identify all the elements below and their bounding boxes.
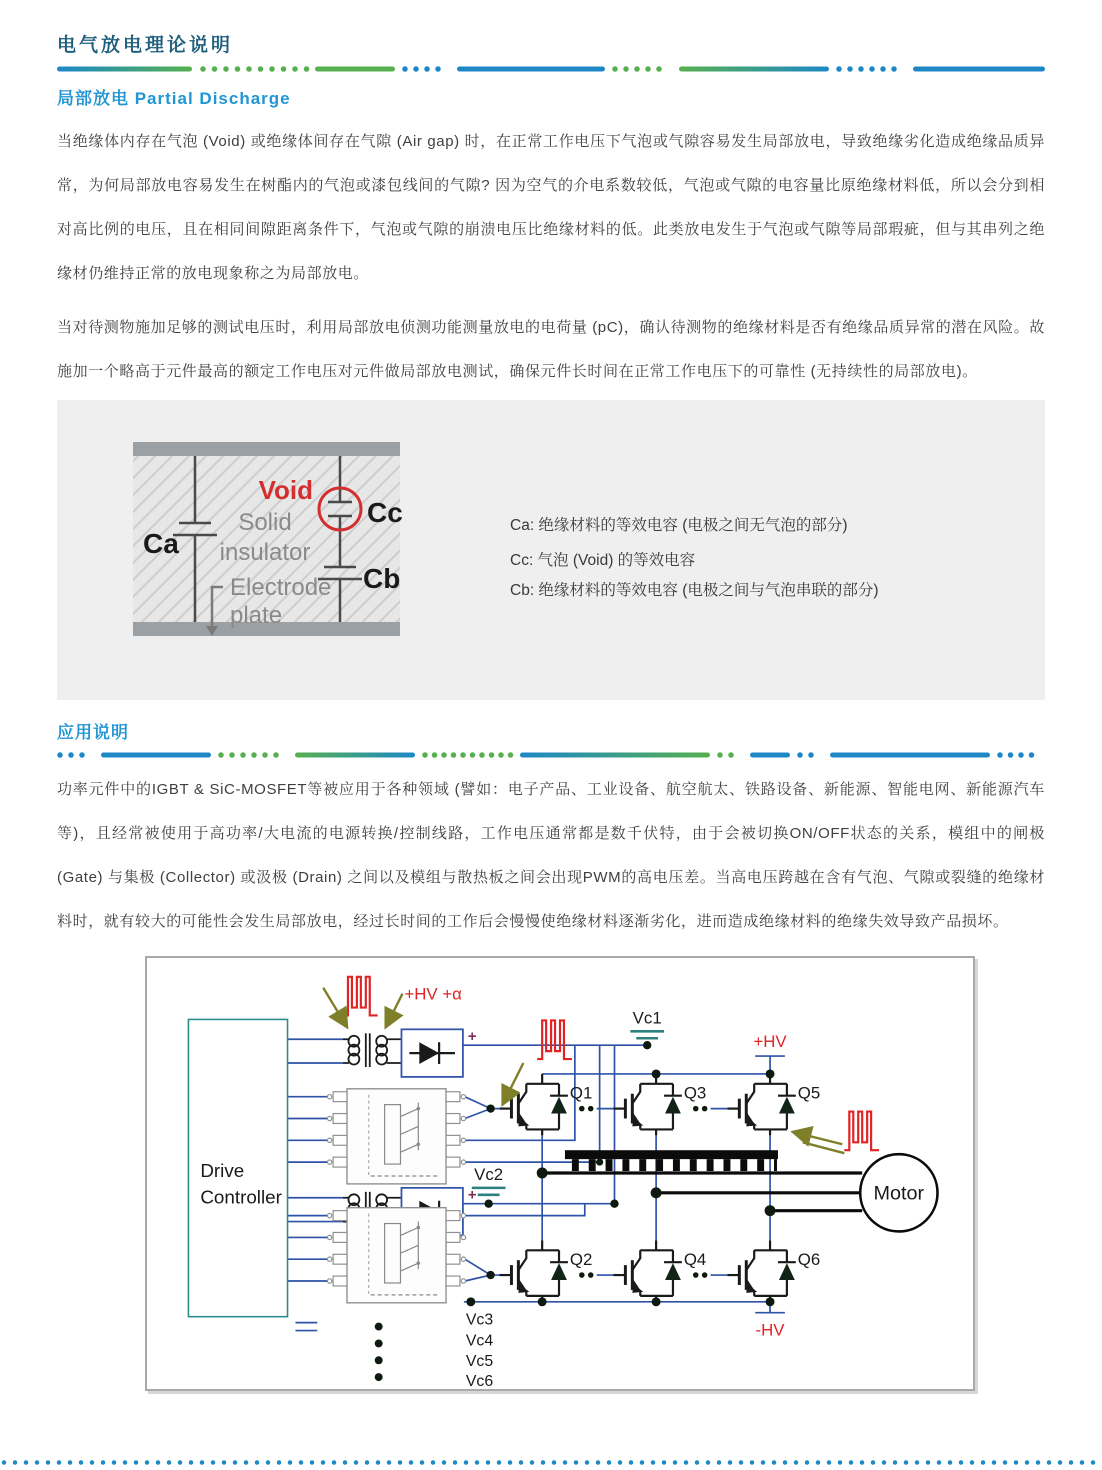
footer-divider [0, 1460, 1102, 1465]
paragraph-theory-2: 当对待测物施加足够的测试电压时，利用局部放电侦测功能测量放电的电荷量 (pC)，确认待测物的绝缘材料是否有绝缘品质异常的潜在风险。故施加一个略高于元件最高的额定工作电压对元件做局部放电测试，确保元件长时间在正常工作电压下的可靠性 (无持续性的局部放电)。 [57, 319, 1045, 380]
q5-label: Q5 [797, 1083, 821, 1103]
page-title: 电气放电理论说明 [57, 35, 234, 56]
drive-controller-label-2: Controller [200, 1186, 282, 1208]
paragraph-applications: 功率元件中的IGBT & SiC-MOSFET等被应用于各种领域 (譬如：电子产品、工业设备、航空航太、铁路设备、新能源、智能电网、新能源汽车等)，且经常被使用于高功率/大电流的电源转换/控制线路，工作电压通常都是数千伏特，由于会被切换ON/OFF状态的关系，模组中的闸极 (Gate) 与集极 (Collector) 或汲极 (Drain) 之间以及模组与散热板之间会出现PWM的高电压差。当高电压跨越在含有气泡、气隙或裂缝的绝缘材料时，就有较大的可能性会发生局部放电，经过长时间的工作后会慢慢使绝缘材料逐渐劣化，进而造成绝缘材料的绝缘失效导致产品损坏。 [57, 781, 1045, 930]
section-divider-2 [57, 752, 1045, 758]
legend-cb: Cb: 绝缘材料的等效电容 (电极之间与气泡串联的部分) [510, 582, 879, 599]
igbt-q5 [727, 1074, 795, 1135]
motor-label: Motor [873, 1182, 925, 1205]
plus-hv-label: +HV [753, 1032, 787, 1052]
igbt-q4 [614, 1240, 682, 1301]
section-divider [57, 66, 1045, 72]
pwm-waveform-1 [343, 977, 378, 1016]
legend-ca: Ca: 绝缘材料的等效电容 (电极之间无气泡的部分) [510, 517, 848, 534]
rectifier-plus-2: + [467, 1187, 477, 1204]
insulator-diagram [57, 400, 1045, 700]
q3-label: Q3 [683, 1083, 707, 1103]
pwm-waveform-3 [844, 1112, 879, 1151]
hv-alpha-label: +HV +α [404, 984, 462, 1004]
insulator-text-line1: Solid [238, 509, 292, 536]
applications-heading: 应用说明 [57, 723, 129, 742]
inverter-circuit [147, 958, 973, 1389]
isolated-supply-1 [343, 1029, 463, 1077]
vc2-label: Vc2 [474, 1164, 504, 1184]
vc4-label: Vc4 [465, 1332, 494, 1350]
legend-cc: Cc: 气泡 (Void) 的等效电容 [510, 552, 696, 569]
cc-label: Cc [367, 497, 403, 528]
minus-hv-label: -HV [755, 1320, 785, 1340]
rectifier-plus-1: + [467, 1029, 477, 1046]
cap-vc1-symbol [630, 1031, 664, 1038]
motor-phase-lines [542, 1173, 862, 1211]
electrode-text-line1: Electrode [230, 574, 332, 601]
circuit-diagram [145, 956, 975, 1391]
partial-discharge-heading: 局部放电 Partial Discharge [57, 89, 291, 108]
q6-label: Q6 [797, 1250, 821, 1270]
vc6-label: Vc6 [465, 1373, 494, 1389]
q1-label: Q1 [569, 1083, 593, 1103]
drive-controller-label-1: Drive [200, 1159, 245, 1181]
igbt-q2 [500, 1240, 568, 1301]
vc1-label: Vc1 [632, 1008, 662, 1028]
ca-label: Ca [143, 528, 179, 559]
electrode-text-line2: plate [230, 602, 283, 629]
vc5-label: Vc5 [465, 1353, 494, 1371]
cb-label: Cb [363, 563, 401, 594]
igbt-q1 [500, 1074, 568, 1135]
insulator-text-line2: insulator [219, 539, 311, 566]
pwm-waveform-2 [537, 1020, 572, 1059]
void-label: Void [258, 475, 313, 505]
electrode-plate-top [133, 442, 400, 456]
insulator-figure [57, 400, 1045, 700]
cap-vc2-symbol [472, 1188, 506, 1195]
gate-driver-ic-1 [327, 1089, 465, 1184]
igbt-q6 [727, 1240, 795, 1301]
vc3-label: Vc3 [465, 1311, 494, 1329]
q2-label: Q2 [569, 1250, 593, 1270]
q4-label: Q4 [683, 1250, 707, 1270]
gate-driver-ic-2 [327, 1208, 465, 1303]
igbt-q3 [614, 1074, 682, 1135]
paragraph-theory-1: 当绝缘体内存在气泡 (Void) 或绝缘体间存在气隙 (Air gap) 时，在正常工作电压下气泡或气隙容易发生局部放电，导致绝缘劣化造成绝缘品质异常，为何局部放电容易发生在树酯内的气泡或漆包线间的气隙? 因为空气的介电系数较低，气泡或气隙的电容量比原绝缘材料低，所以会分到相对高比例的电压，且在相同间隙距离条件下，气泡或气隙的崩溃电压比绝缘材料的低。此类放电发生于气泡或气隙等局部瑕疵，但与其串列之绝缘材仍维持正常的放电现象称之为局部放电。 [57, 133, 1045, 282]
